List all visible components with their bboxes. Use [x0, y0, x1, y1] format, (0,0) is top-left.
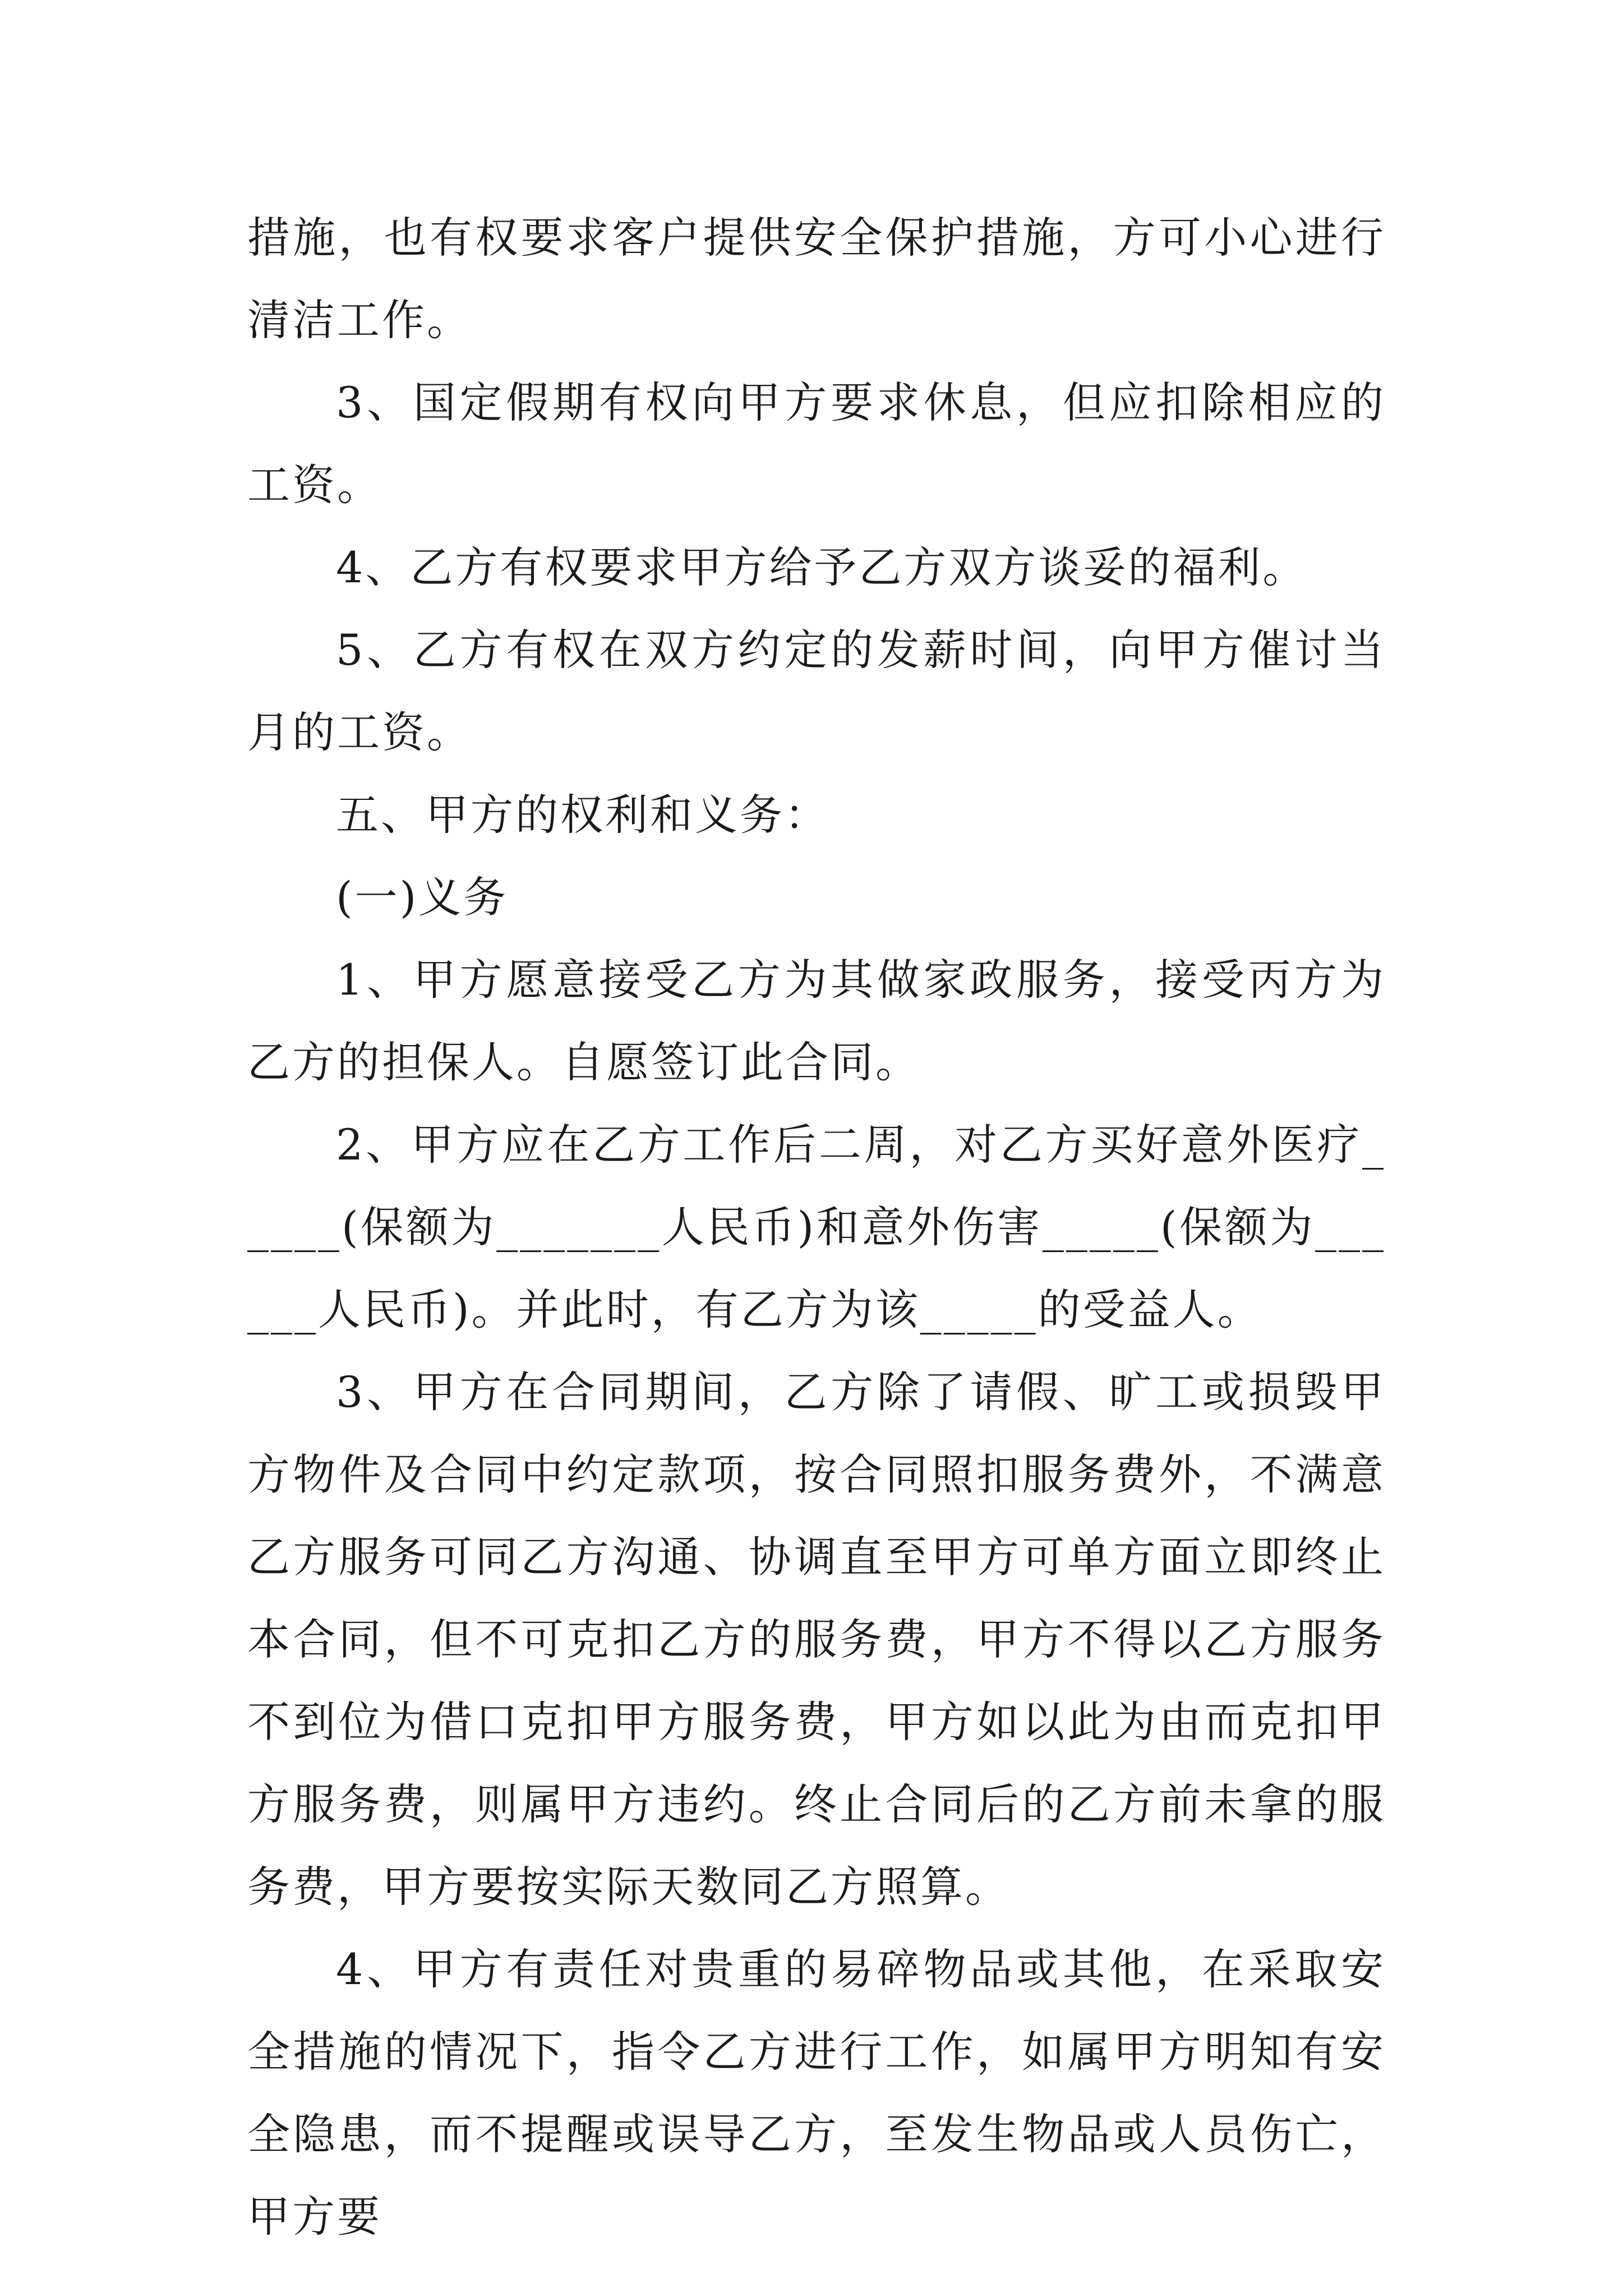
obligation-item-4: 4、甲方有责任对贵重的易碎物品或其他，在采取安全措施的情况下，指令乙方进行工作，如属甲方明知有安全隐患，而不提醒或误导乙方，至发生物品或人员伤亡，甲方要 — [247, 1944, 1386, 2242]
paragraph-item-5: 5、乙方有权在双方约定的发薪时间，向甲方催讨当月的工资。 — [247, 625, 1386, 757]
section-heading-5: 五、甲方的权利和义务： — [336, 790, 829, 840]
paragraph-item-4: 4、乙方有权要求甲方给予乙方双方谈妥的福利。 — [336, 542, 1308, 592]
obligation-item-1: 1、甲方愿意接受乙方为其做家政服务，接受丙方为乙方的担保人。自愿签订此合同。 — [247, 955, 1386, 1087]
obligation-item-3: 3、甲方在合同期间，乙方除了请假、旷工或损毁甲方物件及合同中约定款项，按合同照扣服务费外，不满意乙方服务可同乙方沟通、协调直至甲方可单方面立即终止本合同，但不可克扣乙方的服务费，甲方不得以乙方服务不到位为借口克扣甲方服务费，甲方如以此为由而克扣甲方服务费，则属甲方违约。终止合同后的乙方前未拿的服务费，甲方要按实际天数同乙方照算。 — [247, 1367, 1386, 1912]
paragraph-item-3: 3、国定假期有权向甲方要求休息，但应扣除相应的工资。 — [247, 378, 1386, 510]
paragraph-continuation: 措施，也有权要求客户提供安全保护措施，方可小心进行清洁工作。 — [247, 213, 1386, 345]
obligation-item-2: 2、甲方应在乙方工作后二周，对乙方买好意外医疗_____(保额为_______人民币)和意外伤害_____(保额为______人民币)。并此时，有乙方为该_____的受益人。 — [247, 1120, 1386, 1335]
document-body — [247, 196, 1386, 2258]
subsection-heading-obligations: (一)义务 — [336, 872, 509, 922]
